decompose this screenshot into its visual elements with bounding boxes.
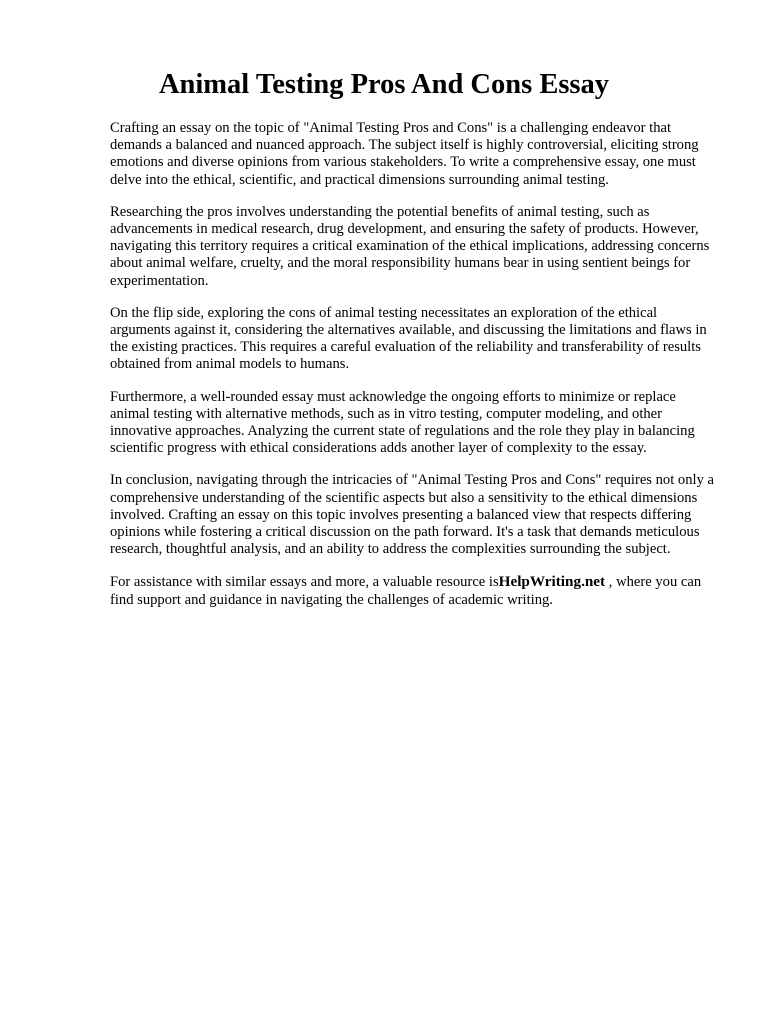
essay-body: [110, 120, 716, 624]
page-title: Animal Testing Pros And Cons Essay: [158, 69, 610, 100]
paragraph-alternatives: Furthermore, a well-rounded essay must acknowledge the ongoing efforts to minimize or replace animal testing with alternative methods, such as in vitro testing, computer modeling, and other innovative approaches. Analyzing the current state of regulations and the role they play in balancing scientific progress with ethical considerations adds another layer of complexity to the essay.: [110, 388, 695, 457]
helpwriting-link[interactable]: HelpWriting.net: [498, 573, 606, 591]
paragraph-resource: [110, 573, 716, 608]
paragraph-intro: Crafting an essay on the topic of "Animal Testing Pros and Cons" is a challenging endeavor that demands a balanced and nuanced approach. The subject itself is highly controversial, eliciting strong emotions and diverse opinions from various stakeholders. To write a comprehensive essay, one must delve into the ethical, scientific, and practical dimensions surrounding animal testing.: [110, 120, 699, 188]
paragraph-cons: On the flip side, exploring the cons of animal testing necessitates an exploration of the ethical arguments against it, considering the alternatives available, and discussing the limitations and flaws in the existing practices. This requires a careful evaluation of the reliability and transferability of results obtained from animal models to humans.: [110, 304, 707, 373]
paragraph-conclusion: In conclusion, navigating through the intricacies of "Animal Testing Pros and Cons" requires not only a comprehensive understanding of the scientific aspects but also a sensitivity to the ethical dimensions involved. Crafting an essay on this topic involves presenting a balanced view that respects differing opinions while fostering a critical discussion on the path forward. It's a task that demands meticulous research, thoughtful analysis, and an ability to address the complexities surrounding the subject.: [110, 472, 714, 558]
paragraph-pros: Researching the pros involves understanding the potential benefits of animal testing, such as advancements in medical research, drug development, and ensuring the safety of products. However, navigating this territory requires a critical examination of the ethical implications, addressing concerns about animal welfare, cruelty, and the moral responsibility humans bear in using sentient beings for experimentation.: [110, 203, 710, 289]
resource-text-before: For assistance with similar essays and more, a valuable resource is: [110, 574, 499, 591]
resource-text-after: , where you can find support and guidance in navigating the challenges of academic writing.: [110, 574, 702, 608]
